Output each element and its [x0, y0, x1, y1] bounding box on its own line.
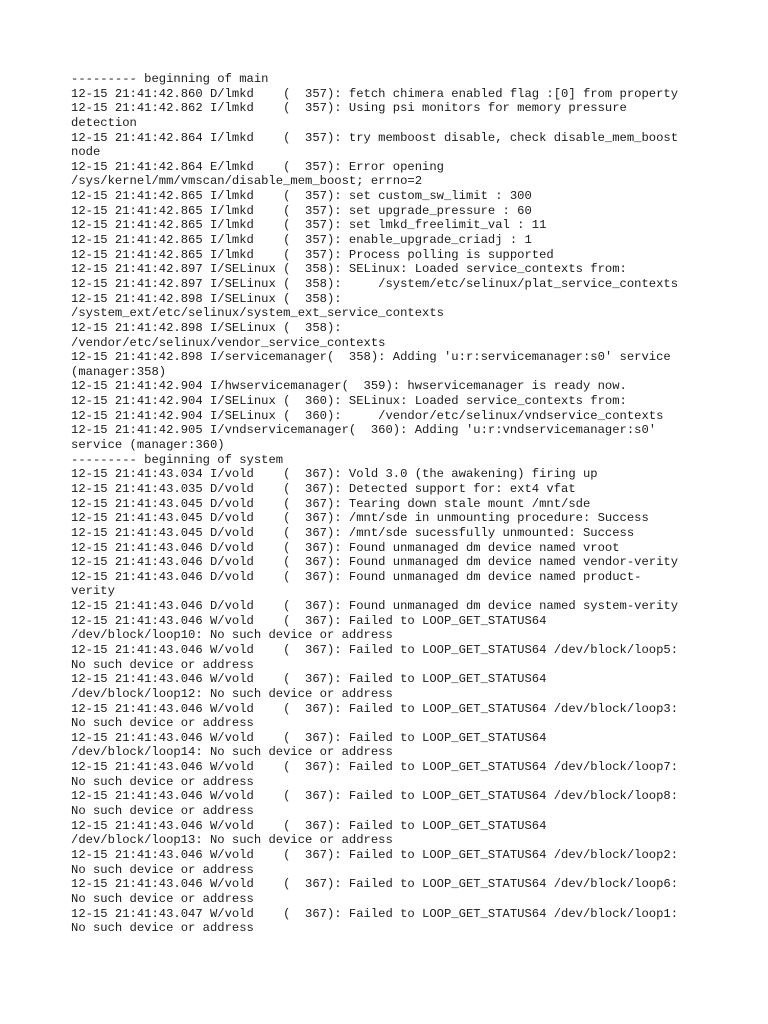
log-line: 12-15 21:41:42.860 D/lmkd ( 357): fetch chimera enabled flag :[0] from property	[71, 86, 679, 101]
log-line: No such device or address	[71, 891, 254, 906]
log-section-header: --------- beginning of main	[71, 72, 269, 86]
log-line: 12-15 21:41:43.046 W/vold ( 367): Failed to LOOP_GET_STATUS64	[71, 672, 547, 687]
log-line: No such device or address	[71, 774, 254, 789]
log-line: node	[71, 145, 101, 160]
log-line: 12-15 21:41:42.898 I/SELinux ( 358):	[71, 320, 342, 335]
log-line: /system_ext/etc/selinux/system_ext_service_contexts	[71, 306, 444, 321]
log-line: 12-15 21:41:42.905 I/vndservicemanager( 360): Adding 'u:r:vndservicemanager:s0'	[71, 423, 657, 438]
log-line: 12-15 21:41:42.904 I/SELinux ( 360): /vendor/etc/selinux/vndservice_contexts	[71, 408, 664, 423]
log-line: detection	[71, 115, 137, 130]
log-line: 12-15 21:41:42.897 I/SELinux ( 358): SELinux: Loaded service_contexts from:	[71, 262, 627, 277]
log-line: service (manager:360)	[71, 438, 225, 453]
log-line: 12-15 21:41:43.046 W/vold ( 367): Failed to LOOP_GET_STATUS64 /dev/block/loop5:	[71, 642, 679, 657]
log-line: 12-15 21:41:43.046 D/vold ( 367): Found unmanaged dm device named system-verity	[71, 599, 679, 614]
log-line: No such device or address	[71, 657, 254, 672]
log-line: /dev/block/loop13: No such device or address	[71, 833, 393, 848]
log-line: 12-15 21:41:43.046 W/vold ( 367): Failed to LOOP_GET_STATUS64 /dev/block/loop3:	[71, 701, 679, 716]
log-line: 12-15 21:41:43.046 W/vold ( 367): Failed to LOOP_GET_STATUS64 /dev/block/loop6:	[71, 877, 679, 892]
log-line: /sys/kernel/mm/vmscan/disable_mem_boost; errno=2	[71, 174, 423, 189]
log-line: /dev/block/loop10: No such device or address	[71, 628, 393, 643]
log-line: 12-15 21:41:43.046 W/vold ( 367): Failed to LOOP_GET_STATUS64 /dev/block/loop8:	[71, 789, 679, 804]
log-line: 12-15 21:41:42.865 I/lmkd ( 357): set upgrade_pressure : 60	[71, 203, 532, 218]
log-line: No such device or address	[71, 716, 254, 731]
log-line: 12-15 21:41:43.045 D/vold ( 367): /mnt/sde sucessfully unmounted: Success	[71, 525, 635, 540]
log-line: 12-15 21:41:43.047 W/vold ( 367): Failed to LOOP_GET_STATUS64 /dev/block/loop1:	[71, 906, 679, 921]
log-line: 12-15 21:41:42.864 I/lmkd ( 357): try memboost disable, check disable_mem_boost	[71, 130, 679, 145]
log-line: 12-15 21:41:42.898 I/SELinux ( 358):	[71, 291, 342, 306]
log-line: (manager:358)	[71, 364, 167, 379]
log-line: No such device or address	[71, 862, 254, 877]
log-line: 12-15 21:41:43.034 I/vold ( 367): Vold 3.0 (the awakening) firing up	[71, 467, 598, 482]
log-line: 12-15 21:41:42.904 I/hwservicemanager( 359): hwservicemanager is ready now.	[71, 379, 627, 394]
log-line: 12-15 21:41:42.865 I/lmkd ( 357): enable_upgrade_criadj : 1	[71, 233, 532, 248]
log-section-header: --------- beginning of system	[71, 452, 284, 467]
log-line: /dev/block/loop12: No such device or address	[71, 686, 393, 701]
log-line: 12-15 21:41:42.904 I/SELinux ( 360): SELinux: Loaded service_contexts from:	[71, 394, 627, 409]
log-line: 12-15 21:41:42.898 I/servicemanager( 358): Adding 'u:r:servicemanager:s0' service	[71, 350, 671, 365]
log-line: 12-15 21:41:43.046 D/vold ( 367): Found unmanaged dm device named vendor-verity	[71, 555, 679, 570]
log-line: 12-15 21:41:43.046 W/vold ( 367): Failed to LOOP_GET_STATUS64	[71, 730, 547, 745]
log-line: 12-15 21:41:42.865 I/lmkd ( 357): set custom_sw_limit : 300	[71, 189, 532, 204]
log-line: 12-15 21:41:43.045 D/vold ( 367): Tearing down stale mount /mnt/sde	[71, 496, 591, 511]
log-line: 12-15 21:41:43.046 W/vold ( 367): Failed to LOOP_GET_STATUS64	[71, 613, 547, 628]
log-line: verity	[71, 584, 115, 599]
log-line: 12-15 21:41:43.046 D/vold ( 367): Found unmanaged dm device named vroot	[71, 540, 620, 555]
log-line: 12-15 21:41:42.865 I/lmkd ( 357): Process polling is supported	[71, 247, 554, 262]
log-line: 12-15 21:41:42.862 I/lmkd ( 357): Using psi monitors for memory pressure	[71, 101, 627, 116]
log-document	[71, 72, 711, 936]
log-line: /dev/block/loop14: No such device or address	[71, 745, 393, 760]
log-line: 12-15 21:41:42.897 I/SELinux ( 358): /system/etc/selinux/plat_service_contexts	[71, 276, 679, 291]
log-line: No such device or address	[71, 804, 254, 819]
log-line: 12-15 21:41:43.035 D/vold ( 367): Detected support for: ext4 vfat	[71, 481, 576, 496]
log-line: 12-15 21:41:43.046 D/vold ( 367): Found unmanaged dm device named product-	[71, 569, 642, 584]
log-line: 12-15 21:41:43.046 W/vold ( 367): Failed to LOOP_GET_STATUS64	[71, 818, 547, 833]
log-line: /vendor/etc/selinux/vendor_service_contexts	[71, 335, 386, 350]
log-line: 12-15 21:41:43.046 W/vold ( 367): Failed to LOOP_GET_STATUS64 /dev/block/loop2:	[71, 847, 679, 862]
log-line: 12-15 21:41:43.045 D/vold ( 367): /mnt/sde in unmounting procedure: Success	[71, 511, 649, 526]
log-line: No such device or address	[71, 921, 254, 936]
log-line: 12-15 21:41:43.046 W/vold ( 367): Failed to LOOP_GET_STATUS64 /dev/block/loop7:	[71, 760, 679, 775]
log-line: 12-15 21:41:42.865 I/lmkd ( 357): set lmkd_freelimit_val : 11	[71, 218, 547, 233]
log-line: 12-15 21:41:42.864 E/lmkd ( 357): Error opening	[71, 159, 444, 174]
